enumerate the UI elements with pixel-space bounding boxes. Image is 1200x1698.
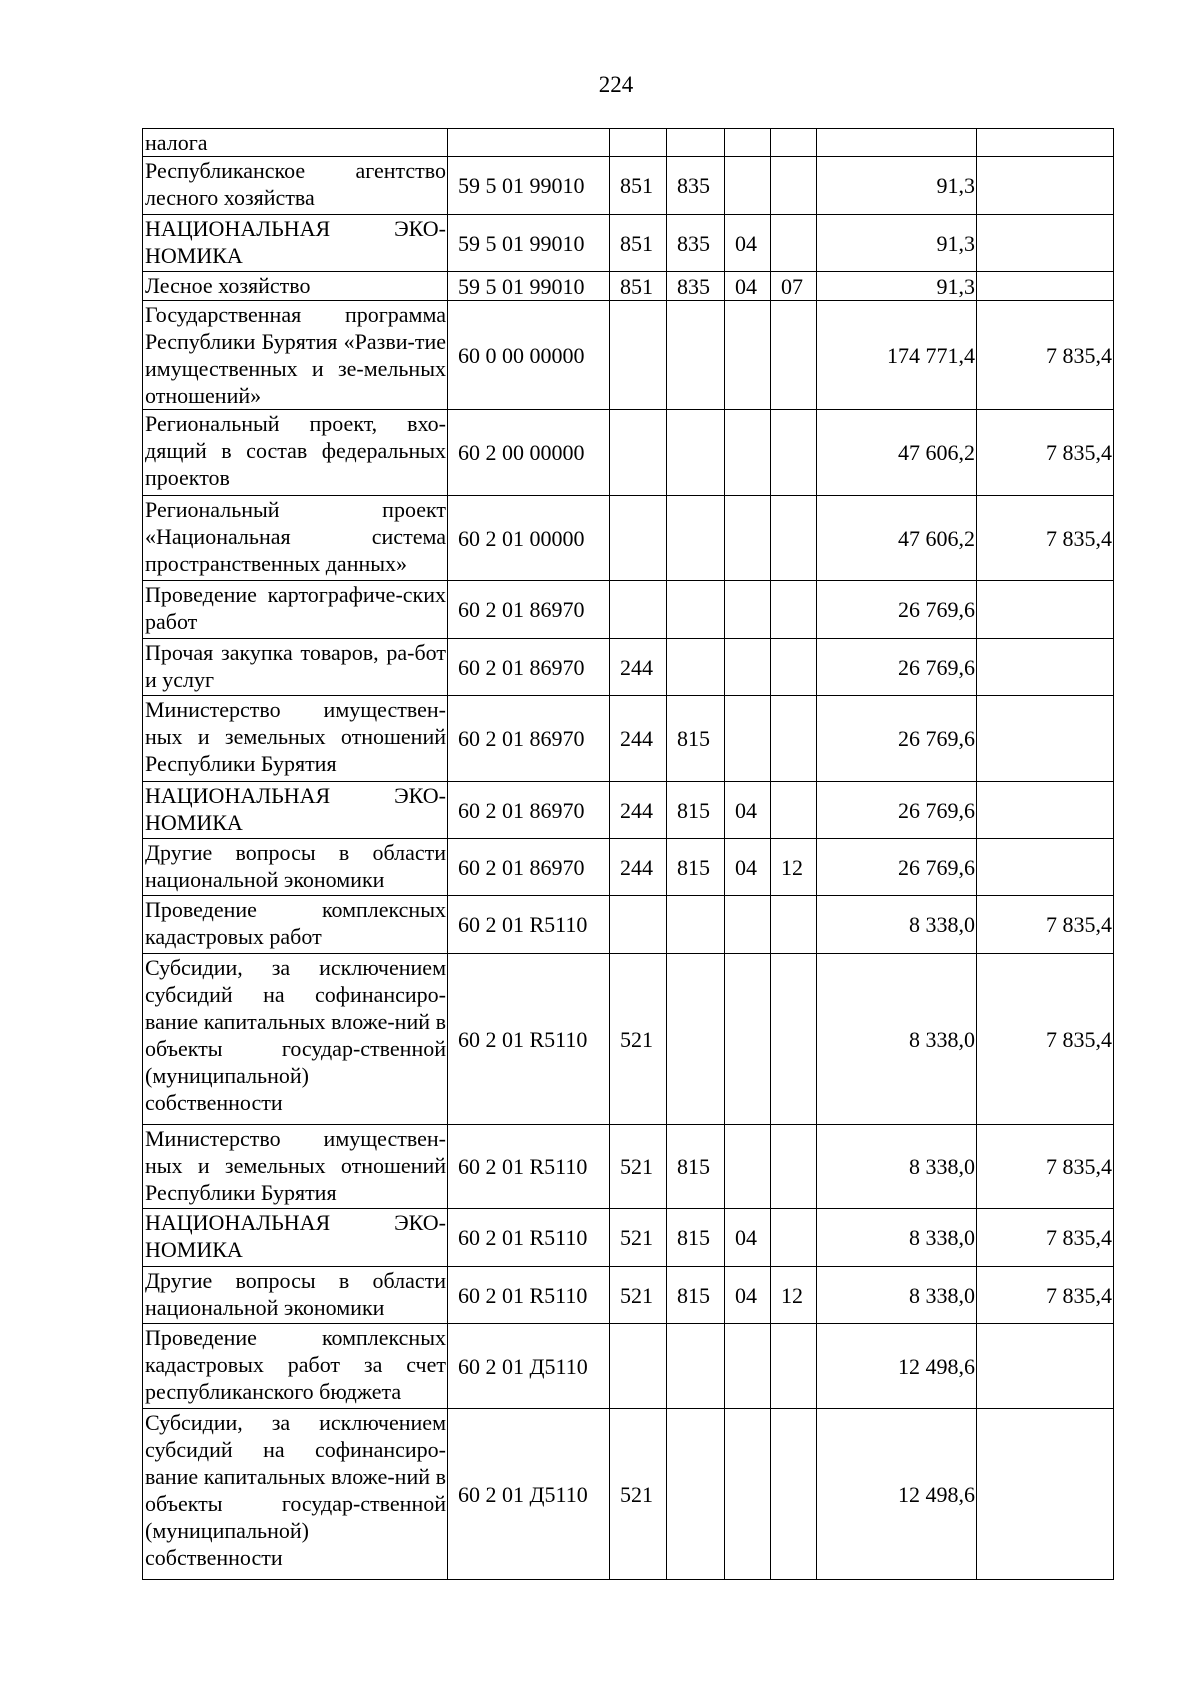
row-amount: 91,3 [817, 272, 977, 301]
row-expense-type [610, 129, 667, 157]
row-target-code: 60 2 01 R5110 [448, 1267, 610, 1324]
row-name: Региональный проект «Национальная система пространственных данных» [143, 496, 448, 581]
row-subsection [771, 496, 817, 581]
row-section [725, 410, 771, 496]
row-ministry-code [667, 581, 725, 639]
row-subsection [771, 782, 817, 839]
table-row [143, 1125, 1114, 1209]
row-expense-type [610, 496, 667, 581]
table-row [143, 129, 1114, 157]
row-section: 04 [725, 782, 771, 839]
row-amount: 26 769,6 [817, 696, 977, 782]
table-row [143, 272, 1114, 301]
row-section [725, 639, 771, 696]
row-subsection [771, 1324, 817, 1409]
row-amount: 47 606,2 [817, 496, 977, 581]
row-expense-type: 521 [610, 1409, 667, 1580]
row-amount: 26 769,6 [817, 782, 977, 839]
row-expense-type: 851 [610, 272, 667, 301]
row-ministry-code: 835 [667, 215, 725, 272]
row-amount: 174 771,4 [817, 301, 977, 410]
row-amount: 8 338,0 [817, 1267, 977, 1324]
row-federal-amount [977, 157, 1114, 215]
row-amount: 8 338,0 [817, 1209, 977, 1267]
row-section [725, 581, 771, 639]
row-amount: 12 498,6 [817, 1324, 977, 1409]
row-ministry-code [667, 896, 725, 954]
row-ministry-code: 815 [667, 1209, 725, 1267]
row-section: 04 [725, 272, 771, 301]
row-section: 04 [725, 215, 771, 272]
table-row [143, 954, 1114, 1125]
row-subsection [771, 157, 817, 215]
row-ministry-code [667, 1409, 725, 1580]
row-federal-amount: 7 835,4 [977, 896, 1114, 954]
row-subsection [771, 1125, 817, 1209]
table-row [143, 1324, 1114, 1409]
row-amount: 8 338,0 [817, 896, 977, 954]
table-row [143, 1409, 1114, 1580]
row-federal-amount [977, 639, 1114, 696]
row-subsection [771, 410, 817, 496]
row-target-code: 60 0 00 00000 [448, 301, 610, 410]
row-amount: 91,3 [817, 157, 977, 215]
row-federal-amount [977, 839, 1114, 896]
row-target-code: 60 2 01 R5110 [448, 1209, 610, 1267]
row-ministry-code [667, 1324, 725, 1409]
row-target-code: 60 2 01 86970 [448, 581, 610, 639]
row-name: Региональный проект, вхо-дящий в состав федеральных проектов [143, 410, 448, 496]
row-target-code [448, 129, 610, 157]
row-name: налога [143, 129, 448, 157]
row-expense-type [610, 1324, 667, 1409]
row-federal-amount [977, 782, 1114, 839]
row-federal-amount [977, 272, 1114, 301]
row-name: Проведение комплексных кадастровых работ за счет республиканского бюджета [143, 1324, 448, 1409]
row-name: НАЦИОНАЛЬНАЯ ЭКО-НОМИКА [143, 215, 448, 272]
row-section [725, 1409, 771, 1580]
row-ministry-code: 815 [667, 1125, 725, 1209]
row-amount: 8 338,0 [817, 954, 977, 1125]
row-ministry-code: 835 [667, 157, 725, 215]
row-subsection: 07 [771, 272, 817, 301]
row-name: НАЦИОНАЛЬНАЯ ЭКО-НОМИКА [143, 782, 448, 839]
row-federal-amount: 7 835,4 [977, 496, 1114, 581]
row-subsection [771, 896, 817, 954]
row-target-code: 60 2 01 86970 [448, 839, 610, 896]
table-row [143, 839, 1114, 896]
row-expense-type: 244 [610, 639, 667, 696]
table-row [143, 896, 1114, 954]
page-number: 224 [598, 72, 634, 97]
row-target-code: 60 2 01 R5110 [448, 896, 610, 954]
row-subsection [771, 1409, 817, 1580]
row-name: Лесное хозяйство [143, 272, 448, 301]
row-expense-type: 851 [610, 215, 667, 272]
row-section [725, 1324, 771, 1409]
row-subsection: 12 [771, 1267, 817, 1324]
row-target-code: 59 5 01 99010 [448, 272, 610, 301]
row-federal-amount: 7 835,4 [977, 1209, 1114, 1267]
table-row [143, 1267, 1114, 1324]
row-subsection [771, 581, 817, 639]
row-name: Другие вопросы в области национальной экономики [143, 1267, 448, 1324]
row-subsection: 12 [771, 839, 817, 896]
table-row [143, 581, 1114, 639]
row-target-code: 60 2 00 00000 [448, 410, 610, 496]
row-expense-type: 521 [610, 954, 667, 1125]
row-expense-type [610, 581, 667, 639]
row-name: Министерство имуществен-ных и земельных отношений Республики Бурятия [143, 1125, 448, 1209]
row-expense-type [610, 896, 667, 954]
row-ministry-code [667, 301, 725, 410]
row-federal-amount: 7 835,4 [977, 410, 1114, 496]
row-section [725, 157, 771, 215]
row-section: 04 [725, 1267, 771, 1324]
table-row [143, 782, 1114, 839]
row-section [725, 1125, 771, 1209]
row-section [725, 129, 771, 157]
table-row [143, 157, 1114, 215]
row-ministry-code: 835 [667, 272, 725, 301]
row-expense-type [610, 410, 667, 496]
row-subsection [771, 639, 817, 696]
row-ministry-code [667, 410, 725, 496]
row-federal-amount [977, 215, 1114, 272]
row-target-code: 60 2 01 Д5110 [448, 1324, 610, 1409]
row-amount: 8 338,0 [817, 1125, 977, 1209]
row-expense-type: 521 [610, 1125, 667, 1209]
row-name: Субсидии, за исключением субсидий на софинансиро-вание капитальных вложе-ний в объекты государ-ственной (муниципальной) собственности [143, 954, 448, 1125]
table-row [143, 215, 1114, 272]
row-name: Субсидии, за исключением субсидий на софинансиро-вание капитальных вложе-ний в объекты государ-ственной (муниципальной) собственности [143, 1409, 448, 1580]
row-target-code: 60 2 01 R5110 [448, 954, 610, 1125]
row-expense-type: 851 [610, 157, 667, 215]
row-target-code: 59 5 01 99010 [448, 157, 610, 215]
row-subsection [771, 696, 817, 782]
budget-table [142, 128, 1114, 1580]
table-row [143, 496, 1114, 581]
row-name: Прочая закупка товаров, ра-бот и услуг [143, 639, 448, 696]
row-federal-amount [977, 696, 1114, 782]
row-expense-type [610, 301, 667, 410]
row-section: 04 [725, 1209, 771, 1267]
row-expense-type: 244 [610, 696, 667, 782]
row-section [725, 301, 771, 410]
table-row [143, 1209, 1114, 1267]
row-name: Республиканское агентство лесного хозяйства [143, 157, 448, 215]
table-row [143, 639, 1114, 696]
row-federal-amount [977, 129, 1114, 157]
row-expense-type: 521 [610, 1267, 667, 1324]
row-name: НАЦИОНАЛЬНАЯ ЭКО-НОМИКА [143, 1209, 448, 1267]
row-name: Проведение картографиче-ских работ [143, 581, 448, 639]
row-target-code: 60 2 01 R5110 [448, 1125, 610, 1209]
row-ministry-code [667, 639, 725, 696]
row-target-code: 59 5 01 99010 [448, 215, 610, 272]
row-target-code: 60 2 01 86970 [448, 696, 610, 782]
row-amount: 47 606,2 [817, 410, 977, 496]
row-federal-amount: 7 835,4 [977, 954, 1114, 1125]
row-ministry-code: 815 [667, 839, 725, 896]
table-row [143, 410, 1114, 496]
row-subsection [771, 215, 817, 272]
row-amount [817, 129, 977, 157]
row-federal-amount: 7 835,4 [977, 1267, 1114, 1324]
row-section [725, 496, 771, 581]
row-federal-amount: 7 835,4 [977, 301, 1114, 410]
row-expense-type: 521 [610, 1209, 667, 1267]
row-section [725, 696, 771, 782]
row-name: Государственная программа Республики Бурятия «Разви-тие имущественных и зе-мельных отношений» [143, 301, 448, 410]
row-name: Другие вопросы в области национальной экономики [143, 839, 448, 896]
row-amount: 12 498,6 [817, 1409, 977, 1580]
row-amount: 26 769,6 [817, 581, 977, 639]
row-section [725, 954, 771, 1125]
row-subsection [771, 1209, 817, 1267]
row-target-code: 60 2 01 86970 [448, 782, 610, 839]
row-target-code: 60 2 01 Д5110 [448, 1409, 610, 1580]
row-federal-amount [977, 1409, 1114, 1580]
row-ministry-code: 815 [667, 696, 725, 782]
row-federal-amount: 7 835,4 [977, 1125, 1114, 1209]
row-ministry-code [667, 954, 725, 1125]
row-amount: 26 769,6 [817, 839, 977, 896]
table-row [143, 696, 1114, 782]
row-federal-amount [977, 581, 1114, 639]
row-ministry-code [667, 496, 725, 581]
table-row [143, 301, 1114, 410]
row-subsection [771, 129, 817, 157]
row-subsection [771, 301, 817, 410]
row-subsection [771, 954, 817, 1125]
row-target-code: 60 2 01 86970 [448, 639, 610, 696]
row-name: Проведение комплексных кадастровых работ [143, 896, 448, 954]
row-ministry-code [667, 129, 725, 157]
row-expense-type: 244 [610, 839, 667, 896]
row-ministry-code: 815 [667, 782, 725, 839]
row-section: 04 [725, 839, 771, 896]
row-name: Министерство имуществен-ных и земельных отношений Республики Бурятия [143, 696, 448, 782]
row-federal-amount [977, 1324, 1114, 1409]
row-ministry-code: 815 [667, 1267, 725, 1324]
row-amount: 26 769,6 [817, 639, 977, 696]
row-expense-type: 244 [610, 782, 667, 839]
row-section [725, 896, 771, 954]
row-target-code: 60 2 01 00000 [448, 496, 610, 581]
row-amount: 91,3 [817, 215, 977, 272]
